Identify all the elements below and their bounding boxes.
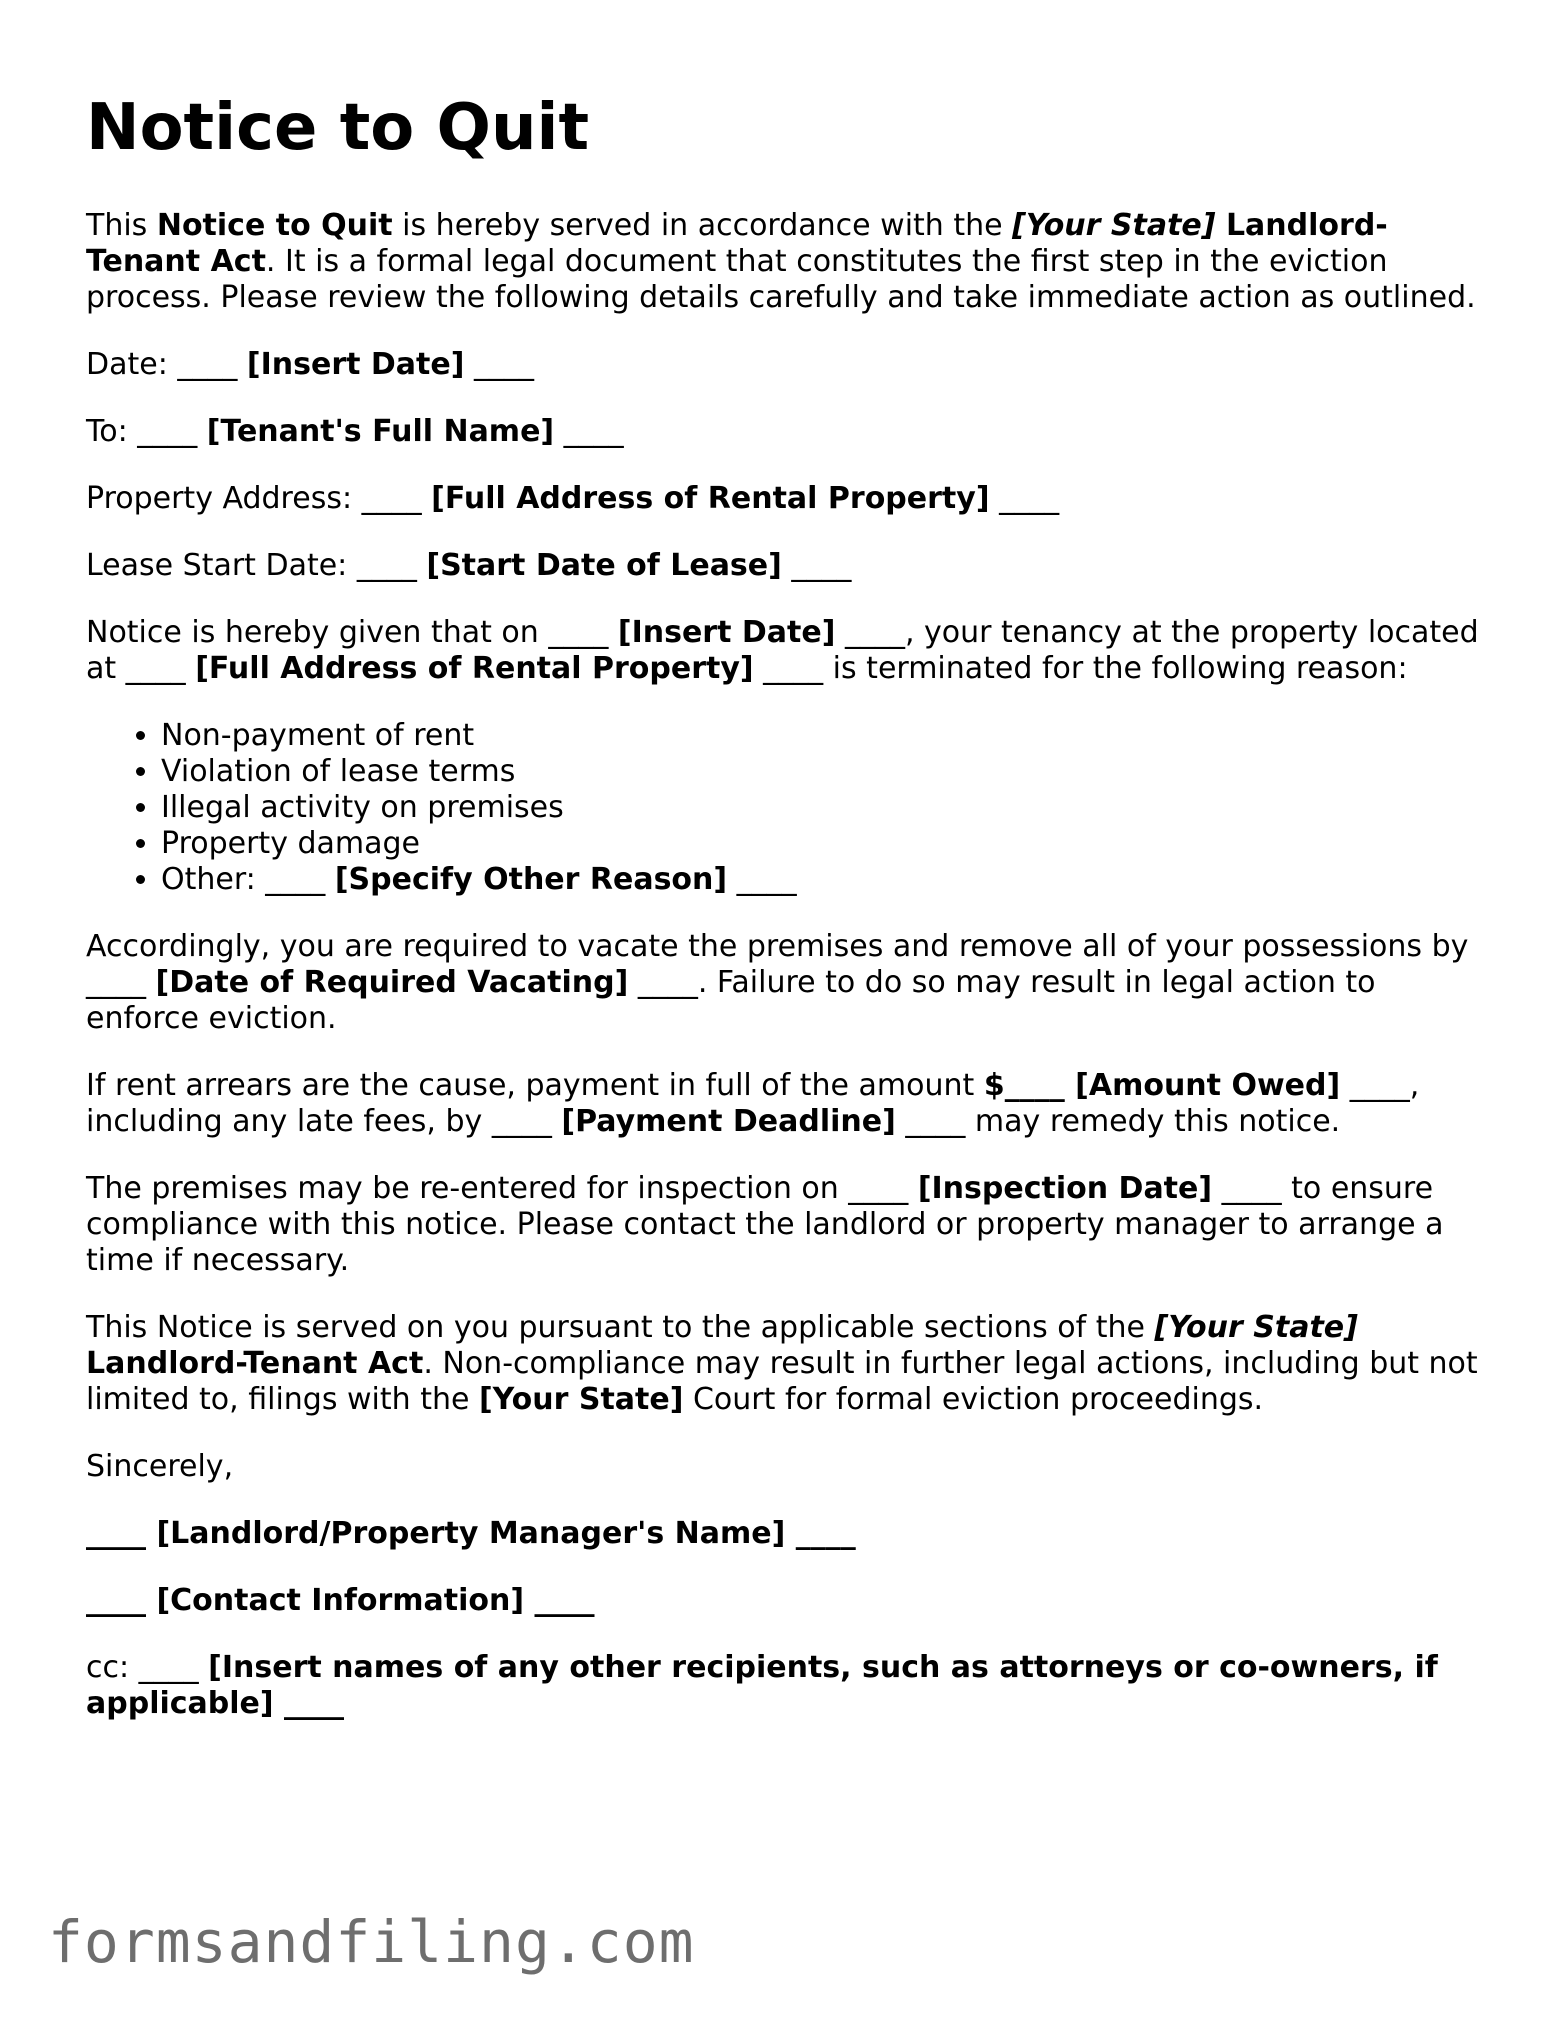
inspection-paragraph: The premises may be re-entered for inspection on ____ [Inspection Date] ____ to ensure compliance with this notice. Please contact the landlord or property manager to arrange a time if necessary.	[86, 1170, 1444, 1278]
notice-paragraph: Notice is hereby given that on ____ [Insert Date] ____, your tenancy at the property located at ____ [Full Address of Rental Property] ____ is terminated for the following reason:	[86, 614, 1479, 686]
payment-deadline-placeholder: [Payment Deadline]	[561, 1103, 896, 1139]
watermark: formsandfiling.com	[48, 1908, 695, 1976]
list-item: • Non-payment of rent	[161, 718, 1486, 754]
notice-address-placeholder: [Full Address of Rental Property]	[195, 650, 754, 686]
vacate-paragraph: Accordingly, you are required to vacate the premises and remove all of your possessions by ____ [Date of Required Vacating] ____. Failure to do so may result in legal action to enforce eviction.	[86, 928, 1469, 1036]
list-item: • Property damage	[161, 826, 1486, 862]
pursuant-paragraph: This Notice is served on you pursuant to the applicable sections of the [Your State] Landlord-Tenant Act. Non-compliance may result in further legal actions, including but not limited to, filings with the [Your State] Court for formal eviction proceedings.	[86, 1309, 1478, 1417]
list-item: • Illegal activity on premises	[161, 790, 1486, 826]
other-reason-placeholder: [Specify Other Reason]	[334, 861, 728, 897]
signer-contact: ____ [Contact Information] ____	[86, 1582, 595, 1618]
lease-start-line: Lease Start Date: ____ [Start Date of Lease] ____	[86, 547, 852, 583]
intro-text-3: . It is a formal legal document that constitutes the first step in the eviction process. Please review the following details carefully and take immediate action as outlined.	[86, 243, 1476, 315]
arrears-paragraph: If rent arrears are the cause, payment in full of the amount $____ [Amount Owed] ____, including any late fees, by ____ [Payment Deadline] ____ may remedy this notice.	[86, 1067, 1420, 1139]
vacate-date-placeholder: [Date of Required Vacating]	[155, 964, 629, 1000]
property-address-placeholder: [Full Address of Rental Property]	[431, 480, 990, 516]
document-title: Notice to Quit	[86, 91, 590, 165]
amount-owed-placeholder: $____ [Amount Owed]	[983, 1067, 1341, 1103]
intro-text-1: This	[86, 207, 157, 243]
to-line: To: ____ [Tenant's Full Name] ____	[86, 413, 624, 449]
cc-recipients-placeholder: [Insert names of any other recipients, such as attorneys or co-owners, if applicable]	[86, 1649, 1438, 1721]
closing-salutation: Sincerely,	[86, 1448, 234, 1484]
date-line: Date: ____ [Insert Date] ____	[86, 346, 534, 382]
document-page	[86, 90, 1486, 1753]
list-item-other: • Other: ____ [Specify Other Reason] ____	[161, 862, 1486, 898]
intro-bold-1: Notice to Quit	[156, 207, 393, 243]
lease-start-placeholder: [Start Date of Lease]	[426, 547, 782, 583]
pursuant-state-placeholder: [Your State]	[1154, 1309, 1358, 1345]
inspection-date-placeholder: [Inspection Date]	[917, 1170, 1213, 1206]
list-item: • Violation of lease terms	[161, 754, 1486, 790]
signer-name: ____ [Landlord/Property Manager's Name] ____	[86, 1515, 856, 1551]
property-address-line: Property Address: ____ [Full Address of Rental Property] ____	[86, 480, 1060, 516]
reasons-list	[86, 718, 1486, 898]
intro-bold-2: Landlord-Tenant Act	[86, 207, 1388, 279]
court-state-placeholder: [Your State]	[478, 1381, 684, 1417]
intro-text-2: is hereby served in accordance with the	[392, 207, 1013, 243]
intro-paragraph	[86, 208, 1486, 316]
intro-state-placeholder: [Your State]	[1012, 207, 1216, 243]
date-placeholder: [Insert Date]	[246, 346, 465, 382]
tenant-name-placeholder: [Tenant's Full Name]	[206, 413, 555, 449]
termination-date-placeholder: [Insert Date]	[617, 614, 836, 650]
cc-line: cc: ____ [Insert names of any other recipients, such as attorneys or co-owners, if applicable] ____	[86, 1649, 1438, 1721]
